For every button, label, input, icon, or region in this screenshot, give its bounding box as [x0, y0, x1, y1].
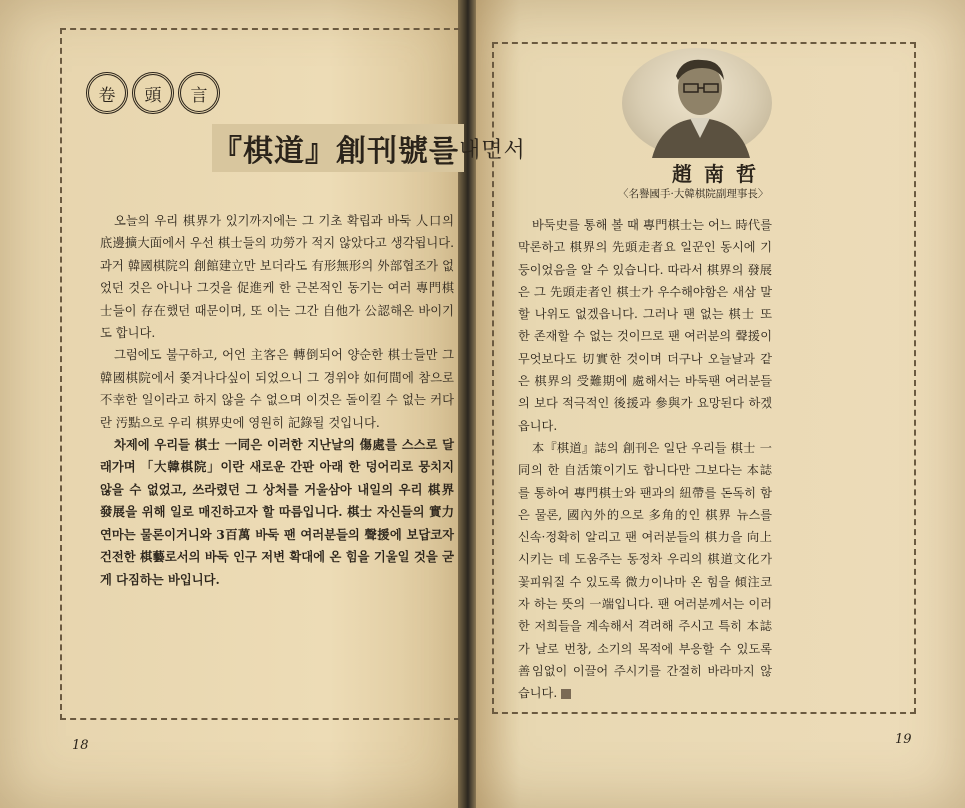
right-paragraph-2: [518, 437, 772, 705]
left-paragraph-2: 그럼에도 불구하고, 어언 主客은 轉倒되어 양순한 棋士들만 그 韓國棋院에서 쫓겨나다싶이 되었으니 그 경위야 如何間에 참으로 不幸한 일이라고 하지 않을 수 없으며 이것은 돌이킬 수 없는 커다란 汚點으로 우리 棋界史에 영원히 記錄될 것입니다.: [100, 348, 454, 430]
headline-tail: 내면서: [458, 137, 526, 163]
right-paragraph-2-text: 本『棋道』誌의 創刊은 일단 우리들 棋士 一同의 한 自活策이기도 합니다만 그보다는 本誌를 통하여 專門棋士와 팬과의 紐帶를 돈독히 함은 물론, 國內外的으로 多角的인 棋界 뉴스를 신속·정확히 알리고 팬 여러분들의 棋力을 向上시키는 데 도움주는 동정차 우리의 棋道文化가 꽃피워질 수 있도록 微力이나마 온 힘을 傾注코자 하는 뜻의 一端입니다. 팬 여러분께서는 이러한 저희들을 계속해서 격려해 주시고 특히 本誌가 날로 번창, 소기의 목적에 부응할 수 있도록 善임없이 이끌어 주시기를 간절히 바라마지 않습니다.: [518, 440, 772, 701]
author-title: 〈名譽國手·大韓棋院副理事長〉: [618, 188, 769, 200]
badge-char-2: 頭: [132, 72, 174, 114]
left-paragraph-1: 오늘의 우리 棋界가 있기까지에는 그 기초 확립과 바둑 人口의 底邊擴大面에서 우선 棋士들의 功勞가 적지 않았다고 생각됩니다. 과거 韓國棋院의 創館建立만 보더라도 有形無形의 外部협조가 없었던 것은 아니나 그것을 促進케 한 근본적인 동기는 여러 專門棋士들이 存在했던 때문이며, 또 이는 그간 自他가 公認해온 바이기도 합니다.: [100, 214, 454, 341]
author-name: 趙南哲: [672, 162, 768, 186]
page-number-right: 19: [895, 732, 912, 747]
badge-char-1: 卷: [86, 72, 128, 114]
left-paragraph-3: 차제에 우리들 棋士 一同은 이러한 지난날의 傷處를 스스로 달래가며 「大韓棋院」이란 새로운 간판 아래 한 덩어리로 뭉치지 않을 수 없었고, 쓰라렸던 그 상처를 거울삼아 내일의 우리 棋界 發展을 위해 일로 매진하고자 할 따름입니다. 棋士 자신들의 實力 연마는 물론이거니와 3百萬 바둑 팬 여러분들의 聲援에 보답코자 건전한 棋藝로서의 바둑 인구 저변 확대에 온 힘을 기울일 것을 굳게 다짐하는 바입니다.: [100, 437, 454, 587]
article-headline: [212, 124, 526, 172]
portrait-illustration: [622, 48, 772, 158]
book-gutter: [458, 0, 476, 808]
end-mark-icon: [561, 689, 571, 699]
section-badge: [86, 72, 220, 114]
badge-char-3: 言: [178, 72, 220, 114]
left-body-text: [100, 210, 454, 591]
page-number-left: 18: [72, 738, 89, 753]
headline-main: 『棋道』創刊號를: [212, 134, 459, 169]
author-portrait: [622, 48, 772, 158]
right-body-text: [518, 214, 772, 705]
right-paragraph-1: 바둑史를 통해 볼 때 專門棋士는 어느 時代를 막론하고 棋界의 先頭走者요 일꾼인 동시에 기둥이었음을 알 수 있습니다. 따라서 棋界의 發展은 그 先頭走者인 棋士가 우수해야함은 새삼 말할 나위도 없겠읍니다. 그러나 팬 없는 棋士 또한 존재할 수 없는 것이므로 팬 여러분의 聲援이 무엇보다도 切實한 것이며 더구나 오늘날과 같은 棋界의 受難期에 處해서는 바둑팬 여러분들의 보다 적극적인 後援과 參與가 요망된다 하겠읍니다.: [518, 218, 772, 433]
